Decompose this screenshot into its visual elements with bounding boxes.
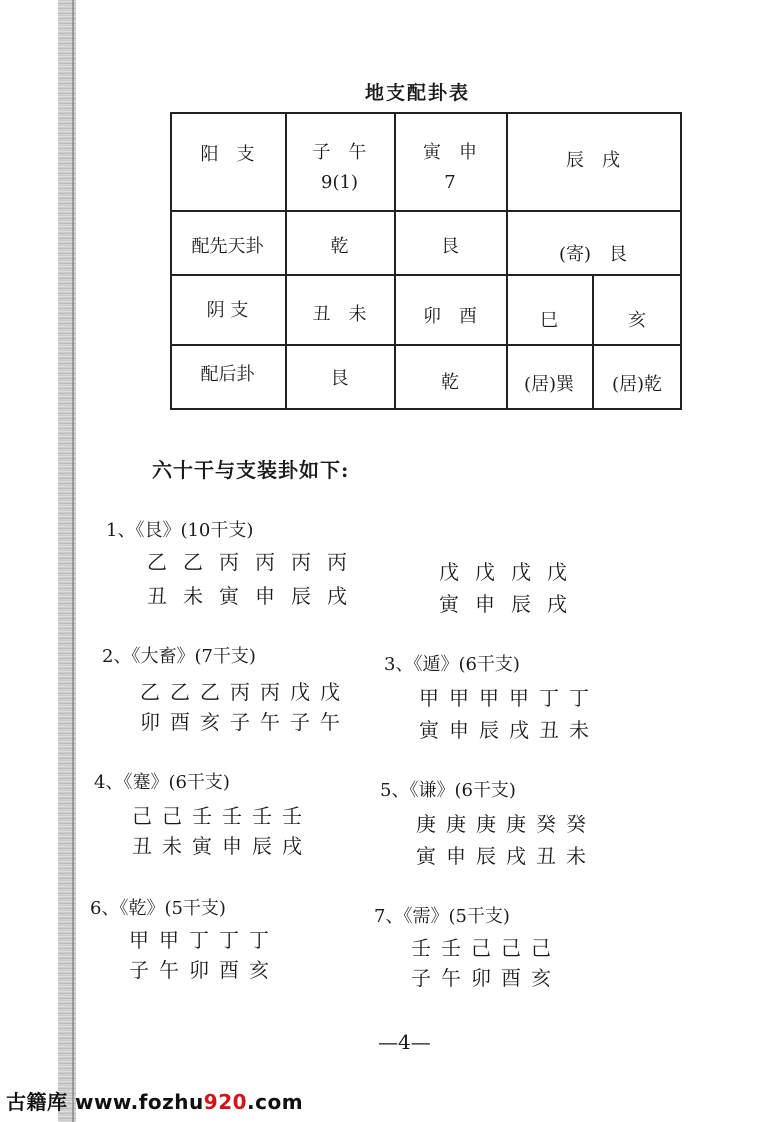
branch: 丑 [132, 834, 152, 858]
stem: 庚 [416, 812, 436, 836]
branch-row [127, 830, 307, 859]
branch-row [124, 954, 274, 983]
table-border-bottom [170, 408, 682, 410]
branch: 寅 [419, 718, 439, 742]
cell-qian: 乾 [330, 236, 349, 257]
cell-mao-you: 卯 酉 [423, 306, 477, 327]
table-rule [170, 274, 682, 276]
branch: 寅 [192, 834, 212, 858]
cell-gen-later: 艮 [330, 368, 349, 389]
watermark-url-suffix: .com [247, 1090, 304, 1114]
branch-row [139, 580, 355, 609]
branch-row [406, 962, 556, 991]
cell-hai: 亥 [628, 310, 646, 331]
stem: 戊 [547, 560, 567, 584]
stem: 丁 [219, 928, 239, 952]
branch: 寅 [416, 844, 436, 868]
row-label-yang-branch: 阳 支 [200, 144, 255, 165]
stem: 甲 [449, 686, 469, 710]
stem: 丁 [189, 928, 209, 952]
table-border-top [170, 112, 682, 114]
stem: 戊 [511, 560, 531, 584]
branch: 卯 [189, 958, 209, 982]
item-title: 6、《乾》(5干支) [90, 898, 226, 919]
branch: 午 [260, 710, 280, 734]
cell-gen: 艮 [441, 236, 459, 257]
branch: 未 [183, 584, 203, 608]
item-title: 2、《大畜》(7干支) [102, 646, 256, 667]
stem: 庚 [476, 812, 496, 836]
branch: 子 [290, 710, 310, 734]
branch: 未 [566, 844, 586, 868]
stem: 戊 [290, 680, 310, 704]
stem: 壬 [222, 804, 242, 828]
stem-row [124, 924, 274, 953]
branch: 午 [159, 958, 179, 982]
cell-zi-wu-number: 9(1) [321, 172, 358, 193]
stem: 乙 [200, 680, 220, 704]
stem: 丙 [219, 550, 239, 574]
item-title: 7、《需》(5干支) [374, 906, 510, 927]
cell-ju-xun: (居)巽 [523, 374, 575, 395]
cell-ju-qian: (居)乾 [611, 374, 663, 395]
cell-chou-wei: 丑 未 [312, 304, 367, 325]
stem: 己 [531, 936, 551, 960]
cell-ji-gen: (寄) 艮 [558, 244, 628, 265]
branch: 戌 [327, 584, 347, 608]
branch: 申 [449, 718, 469, 742]
branch: 申 [446, 844, 466, 868]
stem: 甲 [479, 686, 499, 710]
stem: 丙 [260, 680, 280, 704]
stem: 丙 [327, 550, 347, 574]
stem: 乙 [170, 680, 190, 704]
branch: 辰 [479, 718, 499, 742]
stem: 乙 [140, 680, 160, 704]
watermark-brand: 古籍库 [6, 1090, 68, 1114]
branch: 申 [222, 834, 242, 858]
stem: 庚 [446, 812, 466, 836]
branch: 戌 [282, 834, 302, 858]
stem: 丙 [255, 550, 275, 574]
item-title: 3、《遁》(6干支) [384, 654, 520, 675]
branch: 亥 [531, 966, 551, 990]
row-label-prior-trigram: 配先天卦 [191, 236, 264, 257]
branch: 寅 [439, 592, 459, 616]
cell-yin-shen: 寅 申 [423, 142, 477, 163]
table-title: 地支配卦表 [365, 82, 471, 104]
branch-row [414, 714, 594, 743]
stem: 壬 [192, 804, 212, 828]
stem-row [414, 682, 594, 711]
branch: 午 [320, 710, 340, 734]
cell-chen-xu: 辰 戌 [566, 150, 620, 171]
watermark-footer [6, 1086, 303, 1115]
stem: 癸 [536, 812, 556, 836]
stem: 乙 [147, 550, 167, 574]
watermark-url-number: 920 [203, 1090, 248, 1114]
branch: 辰 [252, 834, 272, 858]
watermark-url-prefix: www.fozhu [74, 1090, 204, 1114]
cell-zi-wu: 子 午 [312, 142, 367, 163]
stem: 甲 [509, 686, 529, 710]
stem: 甲 [419, 686, 439, 710]
stem: 庚 [506, 812, 526, 836]
stem: 丁 [539, 686, 559, 710]
stem: 戊 [439, 560, 459, 584]
branch: 酉 [219, 958, 239, 982]
stem: 丙 [230, 680, 250, 704]
branch-row [411, 840, 591, 869]
stem: 乙 [183, 550, 203, 574]
branch: 辰 [511, 592, 531, 616]
stem: 己 [132, 804, 152, 828]
scan-binding-line [72, 0, 74, 1122]
stem: 戊 [475, 560, 495, 584]
cell-qian-later: 乾 [441, 372, 459, 393]
branch: 卯 [140, 710, 160, 734]
table-rule [170, 344, 682, 346]
branch: 辰 [291, 584, 311, 608]
stem: 壬 [411, 936, 431, 960]
branch: 酉 [501, 966, 521, 990]
branch: 寅 [219, 584, 239, 608]
branch: 申 [255, 584, 275, 608]
row-label-yin-branch: 阴 支 [206, 300, 249, 321]
stem-row [411, 808, 591, 837]
stem: 戊 [320, 680, 340, 704]
branch: 亥 [249, 958, 269, 982]
stem: 丙 [291, 550, 311, 574]
branch: 午 [441, 966, 461, 990]
cell-yin-shen-number: 7 [444, 172, 456, 193]
page-number: —4— [378, 1030, 431, 1054]
branch: 子 [129, 958, 149, 982]
stem: 丁 [569, 686, 589, 710]
table-rule [170, 210, 682, 212]
stem-row [431, 556, 575, 585]
row-label-later-trigram: 配后卦 [200, 364, 255, 385]
branch: 酉 [170, 710, 190, 734]
stem: 甲 [129, 928, 149, 952]
branch: 辰 [476, 844, 496, 868]
stem: 甲 [159, 928, 179, 952]
item-title: 4、《蹇》(6干支) [94, 772, 230, 793]
stem-row [406, 932, 556, 961]
branch: 丑 [539, 718, 559, 742]
stem: 壬 [441, 936, 461, 960]
branch: 丑 [147, 584, 167, 608]
stem: 己 [162, 804, 182, 828]
stem: 己 [501, 936, 521, 960]
branch-row [135, 706, 345, 735]
stem: 丁 [249, 928, 269, 952]
item-title: 5、《谦》(6干支) [380, 780, 516, 801]
stem-row [135, 676, 345, 705]
cell-si: 巳 [540, 310, 558, 331]
branch: 戌 [509, 718, 529, 742]
stem: 癸 [566, 812, 586, 836]
stem: 壬 [282, 804, 302, 828]
stem-row [139, 546, 355, 575]
branch: 戌 [506, 844, 526, 868]
branch: 子 [411, 966, 431, 990]
stem-row [127, 800, 307, 829]
branch-trigram-table [170, 112, 682, 410]
stem: 己 [471, 936, 491, 960]
branch: 丑 [536, 844, 556, 868]
branch: 未 [162, 834, 182, 858]
table-border-right [680, 112, 682, 410]
item-title: 1、《艮》(10干支) [106, 520, 254, 541]
branch: 未 [569, 718, 589, 742]
branch: 戌 [547, 592, 567, 616]
branch: 亥 [200, 710, 220, 734]
branch-row [431, 588, 575, 617]
stem: 壬 [252, 804, 272, 828]
branch: 卯 [471, 966, 491, 990]
branch: 申 [475, 592, 495, 616]
branch: 子 [230, 710, 250, 734]
section-heading: 六十干与支装卦如下: [152, 458, 350, 482]
